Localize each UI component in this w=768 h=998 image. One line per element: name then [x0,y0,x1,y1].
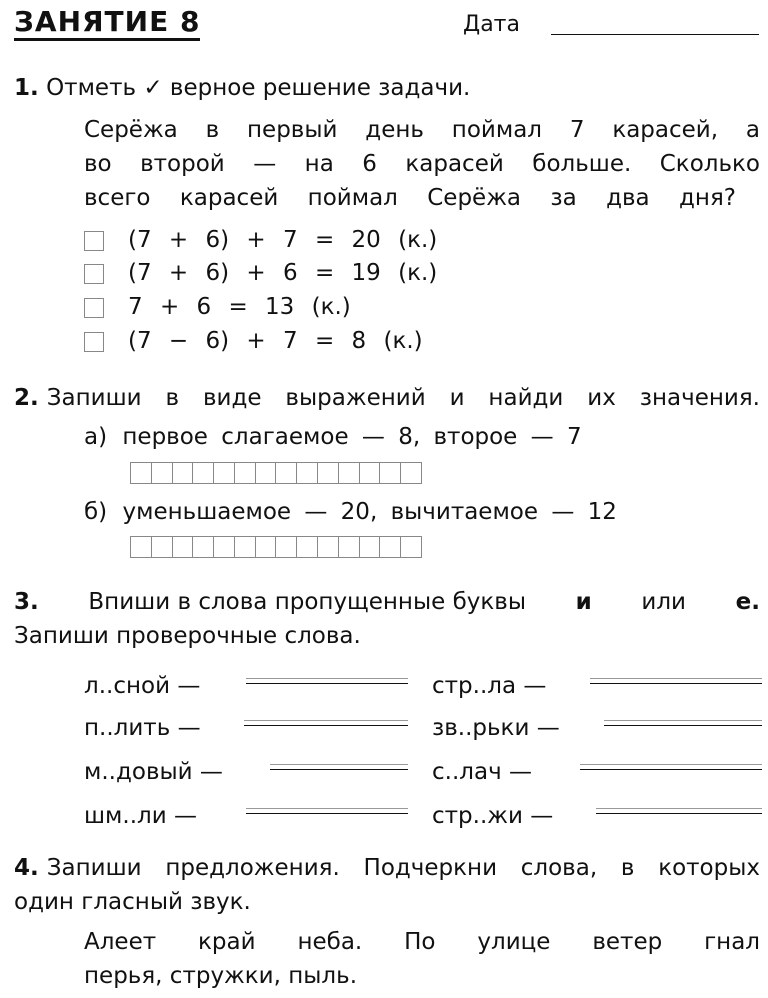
task2-item-a [84,421,582,454]
option-checkbox-3[interactable] [84,298,104,318]
task3-line-2: Запиши проверочные слова. [14,623,361,649]
task4-text-line-2: перья, стружки, пыль. [84,963,358,989]
task4-text [84,925,760,993]
task2-instruction: Запиши в виде выражений и найди их значения. [46,385,760,411]
answer-line-right-3[interactable] [580,764,762,770]
answer-line-right-4[interactable] [596,808,762,814]
word-right-3: с..лач — [432,759,532,785]
task4-line-2: один гласный звук. [14,889,251,915]
option-text-4: (7 − 6) + 7 = 8 (к.) [128,328,423,354]
task1-number: 1. [14,75,39,101]
task3-instruction-row [14,586,760,619]
lesson-title: ЗАНЯТИЕ 8 [14,6,200,41]
option-checkbox-1[interactable] [84,231,104,251]
task1-problem-line-3: всего карасей поймал Серёжа за два дня? [84,185,736,211]
answer-line-right-2[interactable] [604,720,762,726]
date-label: Дата [463,12,520,37]
answer-line-left-2[interactable] [244,720,408,726]
date-field-line[interactable] [551,34,759,35]
word-right-4: стр..жи — [432,803,554,829]
word-right-2: зв..рьки — [432,715,560,741]
option-checkbox-4[interactable] [84,332,104,352]
option-checkbox-2[interactable] [84,264,104,284]
task1-instruction-row [14,72,470,105]
task3-number: 3. [14,589,39,615]
answer-line-left-4[interactable] [246,808,408,814]
task2-item-a-text: первое слагаемое — 8, второе — 7 [122,424,582,450]
task2-item-b-letter: б) [84,499,108,525]
task1-problem-line-2: во второй — на 6 карасей больше. Сколько [84,151,760,177]
task3-line-1: Впиши в слова пропущенные буквы [88,589,526,615]
task4-number: 4. [14,855,39,881]
option-text-2: (7 + 6) + 6 = 19 (к.) [128,260,438,286]
task4-instruction-row [14,852,760,885]
task1-problem [84,113,760,215]
task3-or: или [641,589,686,615]
word-left-4: шм..ли — [84,803,197,829]
answer-line-right-1[interactable] [590,678,762,684]
task2-item-b [84,496,617,529]
answer-line-left-1[interactable] [246,678,408,684]
task2-item-a-letter: а) [84,424,108,450]
task1-instruction: Отметь ✓ верное решение задачи. [46,75,471,101]
task3-letter-e: е. [735,589,760,615]
answer-cells-b[interactable] [130,536,422,558]
option-text-1: (7 + 6) + 7 = 20 (к.) [128,227,438,253]
task4-line-1: Запиши предложения. Подчеркни слова, в которых [46,855,760,881]
answer-cells-a[interactable] [130,462,422,484]
word-right-1: стр..ла — [432,673,547,699]
word-left-1: л..сной — [84,673,201,699]
option-text-3: 7 + 6 = 13 (к.) [128,294,351,320]
task1-problem-line-1: Серёжа в первый день поймал 7 карасей, а [84,117,760,143]
word-left-3: м..довый — [84,759,223,785]
task3-letter-i: и [575,589,592,615]
word-left-2: п..лить — [84,715,201,741]
task2-number: 2. [14,385,39,411]
task2-instruction-row [14,382,760,415]
task2-item-b-text: уменьшаемое — 20, вычитаемое — 12 [122,499,617,525]
answer-line-left-3[interactable] [270,764,408,770]
task4-text-line-1: Алеет край неба. По улице ветер гнал [84,929,760,955]
